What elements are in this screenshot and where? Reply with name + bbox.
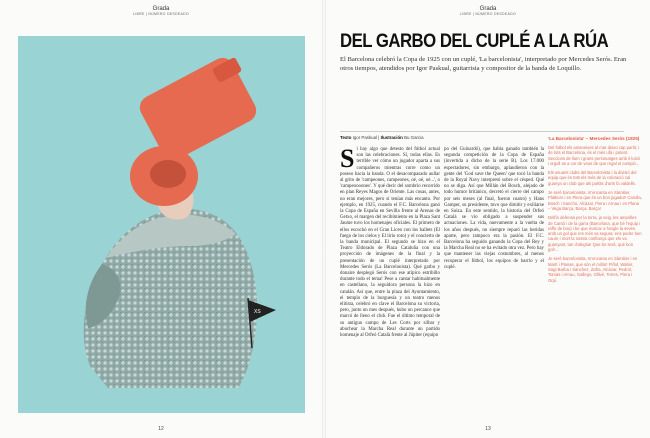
running-head-subtitle: LIBRE | NÚMERO DESDEADO bbox=[459, 12, 517, 16]
sidebar-paragraph: Je seré barcelonista, m'encanta en Sàmitier, Platkoro i en Piera que és un bon jugador! Carulla, Bosch i Sancho, Alcàzar, Piera i Arnau i en Plana – Vega Barça, Barça, Barça! bbox=[548, 190, 642, 211]
sidebar-paragraph: Je seré barcelonista, m'encanta en Sàmitier i en Martí i Planas, que són el millor! Piñol, Walter, Sagi-Barba i Sànchez, Zafra, Alcàzar, Pedrol, Tomàs i Arnau, Gallego, Ollivé, Torres, Piera i Orpí. bbox=[548, 256, 638, 283]
body-text: i hay algo que detesto del fútbol actual son las celebraciones. Sí, todas ellas. Es terrible ver cómo un jugador aparta a sus compañeros mientras corre como un poseso hacia la banda. O el desacompasado aullar al grito de 'campeones, campeones, oé, oé, oé...', o 'campeoooones'. Y qué decir del sombrío recorrido en plan Reyes Magos de Oriente. Las cosas, antes, no eran mejores, pero sí tenían más encanto. Por ejemplo, en 1925, cuando el F.C. Barcelona ganó la Copa de España en Sevilla frente al Arenas de Getxo, el margen del recibimiento en la Plaza Sant Jaume tuvo los homenajes oficiales. El primero de ellos escuchó en el Gran Liceo con los ballets (El fuego de los cielos y El lirio roto) y el concierto de la banda municipal. El segundo se hizo en el Teatro Eldorado de Plaza Cataluña con una proyección de imágenes de la final y la presentación de un cuplé interpretado por Mercedes Serós (La Barcelonista). Qué garbo y donaire desplegó Serós con ese atípico estribillo durante todo el tema! Pese a cantar habitualmente en castellano, la seguidora persona la hizo en catalán. Así que, entre la plaza del Ayuntamiento, el templo de la burguesía y un teatro menos elitista, celebró en clave el Barcelona su victoria, pero, junto un mes después, hubo un percance que marcó de lleno el club. Fue el último temporal de su antiguo campo de Les Corts por silbar y abuchear la Marcha Real durante un partido homenaje al Orfeó Català frente al Júpiter (equipo bbox=[340, 147, 440, 339]
body-column-2 bbox=[444, 147, 544, 271]
article-deck: El Barcelona celebró la Copa de 1925 con un cuplé, 'La barcelonista', interpretado por Mercedes Serós. Eran otros tiempos, atendidos por Igor Paskual, guitarrista y compositor de la banda de Loquillo. bbox=[340, 56, 627, 72]
whistle-illustration bbox=[130, 54, 260, 206]
running-head-left bbox=[0, 6, 322, 17]
running-head-subtitle: LIBRE | NÚMERO DESDEADO bbox=[132, 12, 190, 16]
sidebar-title: 'La Barcelonista' – Mercedes Serós (1925) bbox=[548, 136, 640, 141]
drop-cap: S bbox=[340, 144, 355, 173]
page-number-left: 12 bbox=[158, 426, 164, 432]
left-page bbox=[0, 0, 322, 438]
running-head-section: Grada bbox=[479, 6, 497, 12]
running-head-right bbox=[326, 6, 650, 17]
running-head-section: Grada bbox=[152, 6, 170, 12]
credit-text-author: Igor Paskual bbox=[352, 135, 378, 140]
credit-text-label: Texto bbox=[340, 135, 352, 140]
svg-text:XS: XS bbox=[254, 309, 261, 315]
body-text: po del Guinardó), que había ganado también la segunda competición de la Copa de España (invertida a dicho de la serie B). Los 17.000 espectadores, sin embargo, aplaudieron con la gente del 'God save the Queen' que tocó la banda de la Royal Navy interpretó sobre el césped. Qué no se diga. Así que Millán del Bosch, alejado de todo humor británico, decretó el cierre del campo por seis meses (al final, fueron cuatro) y Hans Gamper, su presidente, tuvo que dimitir y exiliarse en Suiza. En este sentido, la historia del Orfeó Català se vio obligado a suspender sus actuaciones. La vida, nuevamente a la vuelta de los años después, no siempre reparó las heridas aparte, pero tampoco era la pasión. El F.C. Barcelona ha seguido ganando la Copa del Rey y la Marcha Real no se ha evitado otra vez. Pero hay que mantener las viejas costumbres, al menos recuperar el fútbol, los equipos de barrio y el cuplé. bbox=[444, 147, 544, 270]
article-headline: DEL GARBO DEL CUPLÉ A LA RÚA bbox=[340, 30, 609, 52]
sidebar-paragraph: Del futbol els amaneixes al mar deixo cap partit, i de tots el Barcelona, és el més ufà i potent. Seccions de llum i grans personatges amb il·lusió i orgull as a cor de veus de que regal el campió... bbox=[548, 145, 640, 166]
page-number-right: 13 bbox=[485, 426, 491, 432]
body-column-1 bbox=[340, 144, 440, 339]
credit-illustration-label: Ilustración bbox=[380, 135, 403, 140]
article-credits: Texto Igor Paskual | Ilustración Bu Garcia bbox=[340, 135, 424, 140]
credit-illustration-author: Bu Garcia bbox=[404, 135, 424, 140]
lyrics-sidebar bbox=[548, 136, 642, 287]
sidebar-paragraph: Els usuaris clubs del Barcelonista i la divisió del equip que és tots els més de la coloració cal guanya un club que als partits d'arts fa valdells. bbox=[548, 170, 637, 186]
divider bbox=[340, 131, 624, 132]
illustration-panel bbox=[18, 36, 305, 413]
right-page bbox=[326, 0, 650, 438]
collage-illustration bbox=[18, 36, 305, 413]
sidebar-paragraph: Delfín defensa per la terra, ja veig, les ampolles de Cantó i de la garra (Barcelona, que bé l'equip i raffe de bou) i be que marcar a l'angle la seves amb un gol que res més va segura: ens poder ben caure i mort la nostra confiança que els va guanyant, tan d'alegria! Que bo serà, qué bon gol!... bbox=[548, 215, 642, 253]
